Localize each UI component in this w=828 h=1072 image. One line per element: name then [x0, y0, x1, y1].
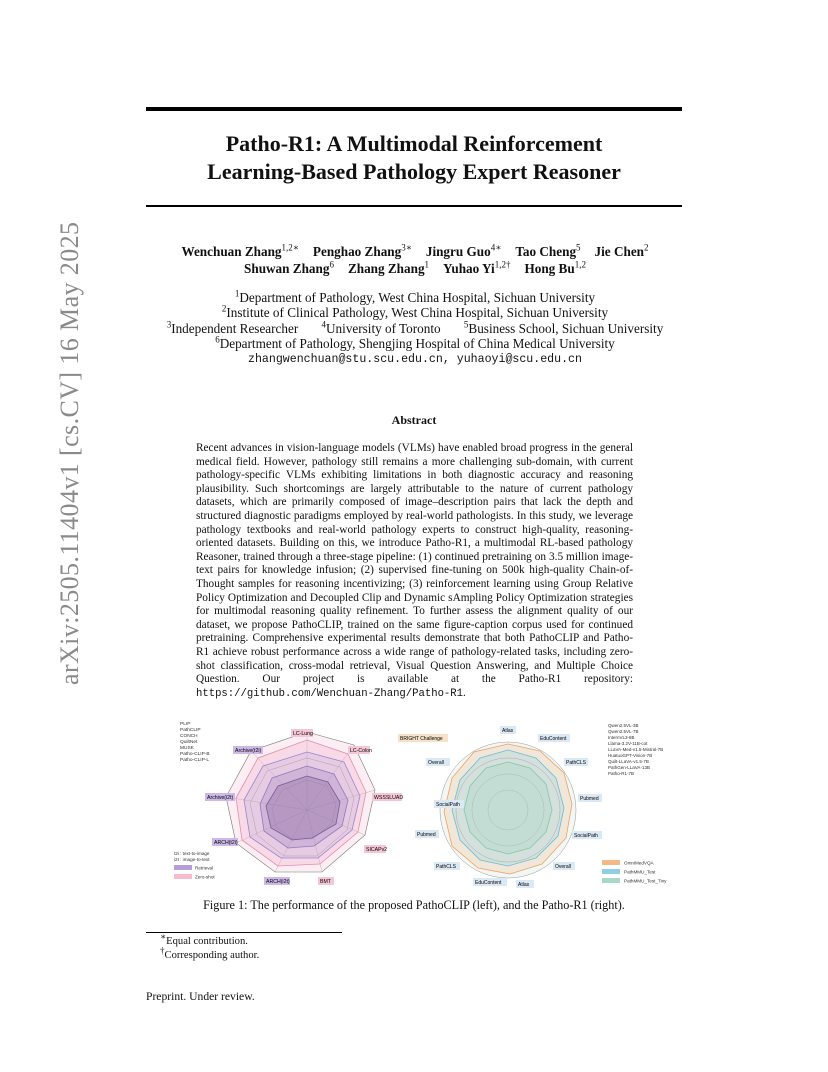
- pathmmu-swatch: [602, 869, 620, 874]
- author-name: Jingru Guo$^{4∗}$: [425, 242, 502, 259]
- legend-item: OmniMedVQA: [624, 860, 654, 866]
- affiliation-1: $^1$Department of Pathology, West China Hospital, Sichuan University: [234, 288, 596, 305]
- axis-label: LC-Lung: [293, 731, 313, 737]
- note: i2t : image-to-text: [174, 857, 210, 862]
- legend-item: InternVL3-8B: [608, 735, 635, 740]
- abstract-heading: Abstract: [391, 413, 437, 427]
- legend-item: MUSK: [180, 746, 194, 751]
- axis-label: EduContent: [540, 736, 567, 742]
- left-model-legend: [180, 721, 210, 763]
- legend-item: PathMMU_Test_Tiny: [624, 878, 667, 884]
- author-name: Yuhao $Yi^{1,2\dagger}$: [443, 259, 511, 276]
- affiliation-6: $^6$Department of Pathology, Shengjing Hospital of China Medical University: [215, 334, 615, 351]
- legend-item: PathCLIP: [180, 728, 201, 733]
- author-name: Zhang Zhang$^1$: [347, 259, 430, 276]
- author-name: Hong Bu$^{1,2}$: [524, 259, 586, 276]
- author-affiliation-mark: 2: [644, 242, 649, 253]
- title-top-rule: [146, 107, 682, 111]
- axis-label: ARCH(i2t): [266, 879, 290, 885]
- title-line-1: Patho-R1: A Multimodal Reinforcement: [225, 131, 603, 156]
- author-affiliation-mark: 1: [424, 259, 430, 270]
- axis-label: Atlas: [502, 728, 514, 734]
- legend-item: LLaVA-Med-v1.5-Mistral-7B: [608, 747, 664, 752]
- task-legend: Retrieval: [195, 865, 214, 871]
- legend-item: Patho-CLIP-B: [180, 752, 210, 757]
- axis-label: WSSSLUAD: [374, 795, 404, 801]
- legend-item: Qwen2.5VL-7B: [608, 729, 639, 734]
- zeroshot-swatch: [174, 874, 192, 879]
- legend-item: Qwen2.5VL-3B: [608, 723, 639, 728]
- axis-label: PathCLS: [436, 864, 457, 870]
- affiliation-2: $^2$Institute of Clinical Pathology, West China Hospital, Sichuan University: [221, 303, 609, 320]
- author-affiliation-mark: 4∗: [490, 242, 502, 253]
- axis-label: Overall: [555, 864, 571, 870]
- footnote-rule: [146, 932, 342, 933]
- legend-item: QuiltNet: [180, 740, 198, 745]
- author-name: Wenchuan Zhang$^{1,2∗}$: [181, 242, 299, 259]
- author-name: Jie Chen$^2$: [594, 242, 649, 259]
- legend-item: HuatuoGPT-Vision-7B: [608, 753, 653, 758]
- author-affiliation-mark: 6: [329, 259, 334, 270]
- axis-label: EduContent: [475, 880, 502, 886]
- author-affiliation-mark: 1,2: [574, 259, 586, 270]
- title-line-2: Learning-Based Pathology Expert Reasoner: [207, 159, 621, 184]
- axis-label: Atlas: [518, 882, 530, 888]
- legend-item: PLIP: [180, 722, 191, 727]
- abstract-text: Recent advances in vision-language models (VLMs) have enabled broad progress in the general medical field. However, pathology still remains a more challenging sub-domain, with current pathology-specific VLMs exhibiting limitations in both diagnostic accuracy and reasoning plausibility. Such shortcomings are largely attributable to the nature of current pathology datasets, which are primarily composed of image–description pairs that lack the depth and structured diagnostic paradigms employed by real-world pathologists. In this study, we leverage pathology textbooks and real-world pathology experts to construct high-quality, reasoning-oriented datasets. Building on this, we introduce Patho-R1, a multimodal RL-based pathology Reasoner, trained through a three-stage pipeline: (1) continued pretraining on 3.5 million image-text pairs for knowledge infusion; (2) supervised fine-tuning on 500k high-quality Chain-of-Thought samples for reasoning incentivizing; (3) reinforcement learning using Group Relative Policy Optimization and Decoupled Clip and Dynamic sAmpling Policy Optimization strategies for multimodal reasoning quality refinement. To further assess the alignment quality of our dataset, we propose PathoCLIP, trained on the same figure-caption corpus used for continued pretraining. Comprehensive experimental results demonstrate that both PathoCLIP and Patho-R1 achieve robust performance across a wide range of pathology-related tasks, including zero-shot classification, cross-modal retrieval, Visual Question Answering, and Multiple Choice Question. Our project is available at the Patho-R1 repository:: [196, 442, 633, 686]
- legend-item: CONCH: [180, 734, 198, 739]
- footnote-corresponding-author: †Corresponding author.: [160, 945, 260, 961]
- pathoclip-radar-chart: [174, 721, 403, 885]
- axis-label: BMT: [320, 879, 331, 885]
- figure-caption: Figure 1: The performance of the proposed PathoCLIP (left), and the Patho-R1 (right).: [203, 898, 625, 912]
- author-name: Penghao Zhang$^{3∗}$: [312, 242, 412, 259]
- right-dataset-legend: [602, 860, 667, 884]
- tiny-swatch: [602, 878, 620, 883]
- axis-label: LC-Colon: [350, 748, 372, 754]
- right-model-legend: [608, 723, 663, 776]
- figure-1-graphic: [168, 718, 667, 892]
- authors-line-2: [110, 260, 720, 277]
- abstract-end: .: [463, 686, 466, 699]
- affiliation-3-4-5: $^3$Independent Researcher $^4$University of Toronto $^5$Business School, Sichuan University: [166, 319, 664, 336]
- axis-label: SICAPv2: [366, 847, 388, 853]
- axis-label: SocialPath: [574, 833, 598, 839]
- omni-swatch: [602, 860, 620, 865]
- author-emails[interactable]: zhangwenchuan@stu.scu.edu.cn, yuhaoyi@scu.edu.cn: [248, 353, 582, 366]
- legend-item: PathGen-LLaVA-13B: [608, 765, 650, 770]
- author-name: Shuwan Zhang$^6$: [244, 259, 334, 276]
- axis-label: Archive(i2t): [207, 795, 234, 801]
- axis-label: Pubmed: [417, 832, 436, 838]
- footnote-equal-contribution: ∗Equal contribution.: [160, 931, 248, 947]
- legend-item: Patho-R1-7B: [608, 771, 635, 776]
- left-notes: [174, 851, 215, 880]
- repository-link[interactable]: https://github.com/Wenchuan-Zhang/Patho-R1: [196, 687, 464, 700]
- note: t2i : text-to-image: [174, 851, 210, 856]
- legend-item: Llama-3.2V-11B-cot: [608, 741, 648, 746]
- legend-item: PathMMU_Test: [624, 869, 656, 875]
- legend-item: Quilt-LLaVA-v1.5-7B: [608, 759, 649, 764]
- author-affiliation-mark: 1,2∗: [281, 242, 299, 253]
- axis-label: Archive(t2i): [235, 748, 262, 754]
- author-affiliation-mark: 5: [576, 242, 581, 253]
- task-legend: Zero-shot: [195, 874, 215, 880]
- axis-label: BRIGHT Challenge: [400, 736, 443, 742]
- authors-line-1: [110, 243, 720, 260]
- author-affiliation-mark: 3∗: [401, 242, 412, 253]
- legend-item: Patho-CLIP-L: [180, 758, 210, 763]
- retrieval-swatch: [174, 865, 192, 870]
- axis-label: Pubmed: [580, 796, 599, 802]
- axis-label: ARCH(t2i): [214, 840, 238, 846]
- axis-label: SocialPath: [436, 802, 460, 808]
- author-affiliation-mark: 1,2†: [494, 259, 511, 270]
- title-bottom-rule: [146, 205, 682, 207]
- paper-title: [146, 130, 682, 186]
- axis-label: PathCLS: [566, 760, 587, 766]
- preprint-note: Preprint. Under review.: [146, 990, 255, 1003]
- figure-1: [168, 718, 667, 892]
- abstract-body: [196, 442, 633, 701]
- axis-label: Overall: [428, 760, 444, 766]
- author-name: Tao Cheng$^5$: [515, 242, 581, 259]
- patho-r1-radar-chart: [398, 723, 667, 888]
- arxiv-side-stamp: arXiv:2505.11404v1 [cs.CV] 16 May 2025: [55, 221, 84, 685]
